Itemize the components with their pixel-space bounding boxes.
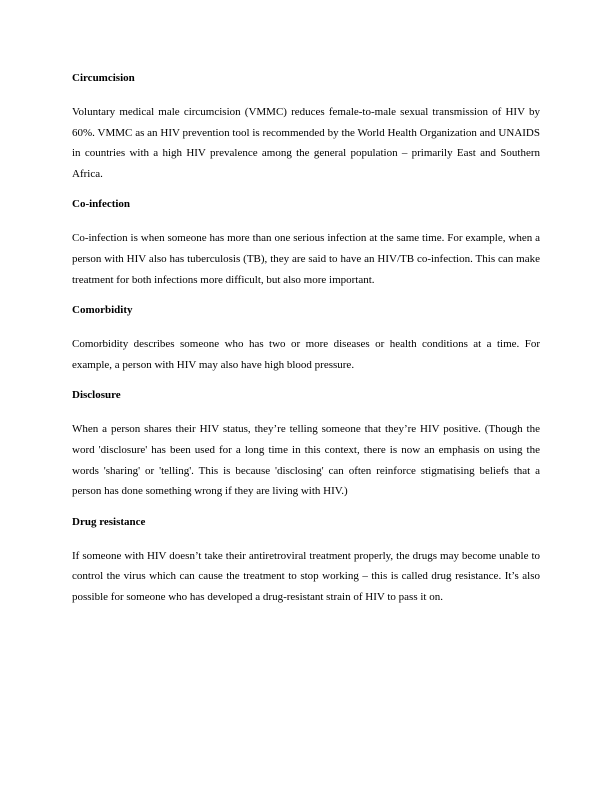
term-definition: If someone with HIV doesn’t take their antiretroviral treatment properly, the drugs may become unable to control the virus which can cause the treatment to stop working – this is called drug resistance. It’s also possible for someone who has developed a drug-resistant strain of HIV to pass it on.	[72, 549, 540, 603]
document-page	[72, 71, 540, 621]
term-definition: When a person shares their HIV status, they’re telling someone that they’re HIV positive. (Though the word 'disclosure' has been used for a long time in this context, there is now an emphasis on using the words 'sharing' or 'telling'. This is because 'disclosing' can often reinforce stigmatising beliefs that a person has done something wrong if they are living with HIV.)	[72, 423, 540, 498]
term-definition: Comorbidity describes someone who has two or more diseases or health conditions at a time. For example, a person with HIV may also have high blood pressure.	[72, 338, 540, 371]
term-heading: Circumcision	[72, 72, 135, 84]
glossary-entry-drug-resistance	[72, 515, 540, 608]
glossary-entry-circumcision	[72, 71, 540, 184]
glossary-entry-co-infection	[72, 197, 540, 290]
term-heading: Disclosure	[72, 389, 121, 402]
term-heading: Comorbidity	[72, 304, 133, 317]
glossary-entry-comorbidity	[72, 303, 540, 375]
term-definition: Co-infection is when someone has more than one serious infection at the same time. For example, when a person with HIV also has tuberculosis (TB), they are said to have an HIV/TB co-infection. This can make treatment for both infections more difficult, but also more important.	[72, 232, 540, 286]
term-heading: Drug resistance	[72, 515, 146, 528]
glossary-entry-disclosure	[72, 388, 540, 501]
term-heading: Co-infection	[72, 198, 131, 211]
term-definition: Voluntary medical male circumcision (VMMC) reduces female-to-male sexual transmission of HIV by 60%. VMMC as an HIV prevention tool is recommended by the World Health Organization and UNAIDS in countries with a high HIV prevalence among the general population – primarily East and Southern Africa.	[72, 106, 540, 180]
